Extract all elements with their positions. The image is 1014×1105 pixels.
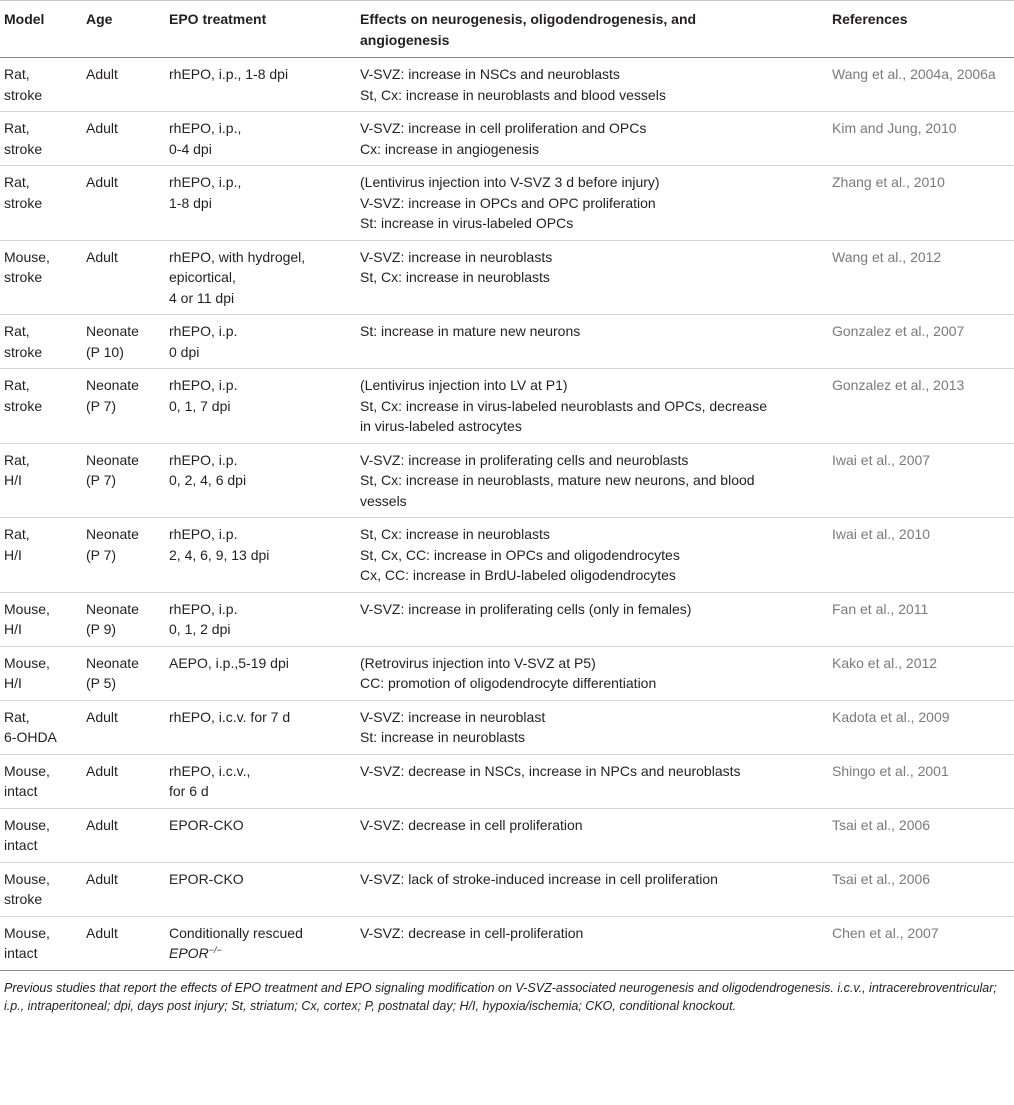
cell-age-line: (P 7): [86, 397, 117, 414]
cell-model-line: intact: [4, 945, 38, 961]
cell-model-line: stroke: [4, 397, 43, 414]
cell-treatment-line: 0, 2, 4, 6 dpi: [169, 472, 247, 488]
cell-treatment-line: 0, 1, 7 dpi: [169, 397, 231, 414]
cell-treatment: [169, 646, 360, 700]
cell-age: [86, 315, 169, 369]
cell-reference: Tsai et al., 2006: [832, 862, 1014, 916]
cell-age: [86, 166, 169, 241]
cell-treatment-line: 2, 4, 6, 9, 13 dpi: [169, 546, 270, 563]
cell-model-line: stroke: [4, 891, 43, 907]
table-header: [0, 1, 1014, 58]
cell-age: [86, 240, 169, 315]
cell-model: [0, 518, 86, 593]
cell-model-line: Mouse,: [4, 870, 50, 887]
cell-model: [0, 916, 86, 970]
cell-model-line: Mouse,: [4, 600, 50, 617]
cell-model-line: Mouse,: [4, 924, 50, 941]
cell-model-line: Rat,: [4, 66, 30, 82]
cell-treatment: [169, 58, 360, 112]
cell-age-line: (P 5): [86, 675, 117, 691]
cell-treatment-line: for 6 d: [169, 783, 209, 799]
cell-effects-line: St, Cx: increase in neuroblasts, mature new neurons, and blood: [360, 472, 755, 488]
cell-effects: [360, 754, 832, 808]
cell-age-line: Adult: [86, 174, 118, 190]
cell-age-line: Neonate: [86, 377, 139, 393]
table-row: [0, 112, 1014, 166]
header-model: Model: [0, 1, 86, 58]
cell-treatment: [169, 754, 360, 808]
table-row: [0, 646, 1014, 700]
cell-treatment-line: rhEPO, i.p.: [169, 600, 238, 617]
cell-treatment-line: rhEPO, i.c.v.,: [169, 762, 251, 779]
cell-age: [86, 369, 169, 444]
cell-reference: Zhang et al., 2010: [832, 166, 1014, 241]
cell-treatment: [169, 592, 360, 646]
cell-treatment-line: rhEPO, i.p.,: [169, 120, 242, 136]
cell-treatment-line: 0, 1, 2 dpi: [169, 621, 231, 637]
cell-model: [0, 808, 86, 862]
cell-effects-line: CC: promotion of oligodendrocyte differentiation: [360, 675, 657, 691]
table-row: [0, 443, 1014, 518]
cell-model-line: Mouse,: [4, 248, 50, 265]
cell-treatment: [169, 862, 360, 916]
cell-age-line: Adult: [86, 120, 118, 136]
cell-model-line: Rat,: [4, 120, 30, 136]
cell-treatment: [169, 369, 360, 444]
cell-treatment-line: rhEPO, i.p.: [169, 451, 238, 468]
cell-model-line: H/I: [4, 621, 22, 637]
cell-effects-line: (Lentivirus injection into V-SVZ 3 d before injury): [360, 174, 660, 190]
cell-age: [86, 700, 169, 754]
cell-age: [86, 862, 169, 916]
cell-treatment-line: rhEPO, with hydrogel,: [169, 248, 306, 265]
cell-reference: Gonzalez et al., 2013: [832, 369, 1014, 444]
cell-model: [0, 112, 86, 166]
cell-age-line: Neonate: [86, 451, 139, 468]
cell-reference: Gonzalez et al., 2007: [832, 315, 1014, 369]
cell-model-line: 6-OHDA: [4, 729, 57, 745]
cell-age-line: Neonate: [86, 654, 139, 671]
cell-effects-line: St, Cx: increase in neuroblasts: [360, 526, 550, 542]
table-row: [0, 166, 1014, 241]
table-row: [0, 862, 1014, 916]
cell-age: [86, 754, 169, 808]
cell-treatment: [169, 315, 360, 369]
cell-reference: Kim and Jung, 2010: [832, 112, 1014, 166]
cell-age-line: Neonate: [86, 323, 139, 339]
cell-treatment-line: AEPO, i.p.,5-19 dpi: [169, 654, 289, 671]
cell-effects-line: St, Cx: increase in neuroblasts: [360, 269, 550, 285]
cell-age-line: Adult: [86, 816, 118, 833]
cell-model: [0, 862, 86, 916]
cell-treatment-line: 4 or 11 dpi: [169, 289, 235, 306]
cell-model: [0, 166, 86, 241]
cell-age-line: Adult: [86, 66, 118, 82]
cell-effects-line: St: increase in neuroblasts: [360, 729, 525, 745]
cell-effects: [360, 862, 832, 916]
cell-effects-line: Cx: increase in angiogenesis: [360, 140, 539, 157]
cell-effects: [360, 443, 832, 518]
cell-reference: Iwai et al., 2007: [832, 443, 1014, 518]
cell-effects: [360, 916, 832, 970]
table-row: [0, 58, 1014, 112]
cell-treatment: [169, 916, 360, 970]
cell-age: [86, 518, 169, 593]
cell-model-line: stroke: [4, 269, 43, 285]
cell-age-line: (P 10): [86, 343, 124, 360]
cell-reference: Wang et al., 2012: [832, 240, 1014, 315]
cell-effects-line: St, Cx: increase in neuroblasts and blood vessels: [360, 86, 666, 103]
cell-effects-line: V-SVZ: increase in proliferating cells and neuroblasts: [360, 451, 689, 468]
cell-model-line: Rat,: [4, 451, 30, 468]
cell-effects-line: vessels: [360, 492, 407, 509]
cell-age-line: (P 9): [86, 621, 117, 637]
cell-model-line: Rat,: [4, 323, 30, 339]
cell-reference: Shingo et al., 2001: [832, 754, 1014, 808]
cell-treatment-line: rhEPO, i.p., 1-8 dpi: [169, 66, 289, 82]
cell-model-line: Rat,: [4, 174, 30, 190]
cell-treatment-line: epicortical,: [169, 269, 236, 285]
cell-treatment: [169, 700, 360, 754]
cell-effects: [360, 112, 832, 166]
cell-age: [86, 592, 169, 646]
cell-effects: [360, 646, 832, 700]
cell-effects-line: V-SVZ: increase in neuroblasts: [360, 248, 553, 265]
cell-treatment-line: EPOR-CKO: [169, 870, 244, 887]
cell-age-line: Adult: [86, 248, 118, 265]
cell-age: [86, 112, 169, 166]
table-row: [0, 518, 1014, 593]
cell-model-line: Mouse,: [4, 762, 50, 779]
table-row: [0, 315, 1014, 369]
cell-effects-line: (Lentivirus injection into LV at P1): [360, 377, 568, 393]
cell-effects-line: St: increase in mature new neurons: [360, 323, 581, 339]
cell-model-line: H/I: [4, 472, 22, 488]
cell-model-line: Mouse,: [4, 816, 50, 833]
cell-effects-line: V-SVZ: decrease in NSCs, increase in NPCs and neuroblasts: [360, 762, 741, 779]
cell-treatment: [169, 443, 360, 518]
cell-model-line: intact: [4, 837, 38, 853]
cell-model-line: stroke: [4, 194, 43, 211]
cell-effects: [360, 518, 832, 593]
cell-effects-line: V-SVZ: decrease in cell-proliferation: [360, 924, 584, 941]
cell-effects: [360, 166, 832, 241]
table-row: [0, 240, 1014, 315]
cell-model-line: Mouse,: [4, 654, 50, 671]
cell-treatment-line: rhEPO, i.c.v. for 7 d: [169, 708, 291, 725]
cell-age: [86, 808, 169, 862]
cell-effects-line: St, Cx, CC: increase in OPCs and oligodendrocytes: [360, 546, 680, 563]
cell-reference: Tsai et al., 2006: [832, 808, 1014, 862]
cell-model: [0, 754, 86, 808]
cell-effects-line: V-SVZ: increase in cell proliferation and OPCs: [360, 120, 647, 136]
cell-age-line: Adult: [86, 708, 118, 725]
cell-model-line: stroke: [4, 140, 43, 157]
cell-treatment-line: Conditionally rescued: [169, 924, 303, 941]
table-row: [0, 916, 1014, 970]
header-age: Age: [86, 1, 169, 58]
cell-model-line: Rat,: [4, 377, 30, 393]
cell-effects-line: V-SVZ: decrease in cell proliferation: [360, 816, 583, 833]
cell-treatment-line: rhEPO, i.p.: [169, 377, 238, 393]
cell-model-line: H/I: [4, 546, 22, 563]
cell-treatment: [169, 112, 360, 166]
header-references: References: [832, 1, 1014, 58]
cell-effects-line: in virus-labeled astrocytes: [360, 418, 522, 434]
table-row: [0, 754, 1014, 808]
cell-age: [86, 646, 169, 700]
cell-model-line: stroke: [4, 343, 43, 360]
cell-effects: [360, 700, 832, 754]
header-treatment: EPO treatment: [169, 1, 360, 58]
cell-effects-line: V-SVZ: increase in NSCs and neuroblasts: [360, 66, 620, 82]
cell-treatment-line: 0-4 dpi: [169, 140, 212, 157]
cell-treatment: [169, 808, 360, 862]
cell-effects-line: V-SVZ: increase in neuroblast: [360, 708, 546, 725]
cell-age-line: Neonate: [86, 600, 139, 617]
cell-treatment-line: 0 dpi: [169, 343, 200, 360]
cell-effects-line: St, Cx: increase in virus-labeled neuroblasts and OPCs, decrease: [360, 397, 767, 414]
cell-reference: Iwai et al., 2010: [832, 518, 1014, 593]
table-body: [0, 58, 1014, 971]
cell-effects-line: Cx, CC: increase in BrdU-labeled oligodendrocytes: [360, 567, 676, 583]
cell-model: [0, 700, 86, 754]
cell-treatment-line: rhEPO, i.p.: [169, 526, 238, 542]
table-row: [0, 700, 1014, 754]
cell-age-line: (P 7): [86, 546, 117, 563]
cell-treatment: [169, 166, 360, 241]
table-footnote: Previous studies that report the effects of EPO treatment and EPO signaling modification on V-SVZ-associated neurogenesis and oligodendrogenesis. i.c.v., intracerebroventricular; i.p., intraperitoneal; dpi, days post injury; St, striatum; Cx, cortex; P, postnatal day; H/I, hypoxia/ischemia; CKO, conditional knockout.: [0, 970, 1014, 1015]
cell-model-line: H/I: [4, 675, 22, 691]
cell-reference: Chen et al., 2007: [832, 916, 1014, 970]
cell-reference: Fan et al., 2011: [832, 592, 1014, 646]
cell-model-line: Rat,: [4, 526, 30, 542]
cell-age-line: Adult: [86, 762, 118, 779]
cell-effects: [360, 58, 832, 112]
cell-model-line: stroke: [4, 86, 43, 103]
cell-effects: [360, 369, 832, 444]
cell-treatment-line: EPOR-CKO: [169, 816, 244, 833]
cell-age-line: Adult: [86, 870, 118, 887]
cell-effects: [360, 315, 832, 369]
cell-reference: Wang et al., 2004a, 2006a: [832, 58, 1014, 112]
cell-reference: Kako et al., 2012: [832, 646, 1014, 700]
cell-treatment-line: rhEPO, i.p.: [169, 323, 238, 339]
cell-age: [86, 443, 169, 518]
cell-model: [0, 443, 86, 518]
table-row: [0, 592, 1014, 646]
cell-treatment: [169, 240, 360, 315]
table-row: [0, 808, 1014, 862]
cell-model: [0, 58, 86, 112]
cell-treatment: [169, 518, 360, 593]
cell-effects: [360, 240, 832, 315]
cell-treatment-line: rhEPO, i.p.,: [169, 174, 242, 190]
cell-model: [0, 315, 86, 369]
cell-model: [0, 369, 86, 444]
cell-age: [86, 58, 169, 112]
cell-age: [86, 916, 169, 970]
cell-effects-line: St: increase in virus-labeled OPCs: [360, 215, 574, 231]
cell-model: [0, 646, 86, 700]
cell-effects: [360, 592, 832, 646]
cell-treatment-line: EPOR−/−: [169, 945, 222, 961]
cell-age-line: Adult: [86, 924, 118, 941]
cell-reference: Kadota et al., 2009: [832, 700, 1014, 754]
header-effects: Effects on neurogenesis, oligodendrogenesis, and angiogenesis: [360, 1, 832, 58]
cell-effects: [360, 808, 832, 862]
cell-effects-line: (Retrovirus injection into V-SVZ at P5): [360, 654, 596, 671]
cell-age-line: (P 7): [86, 472, 117, 488]
cell-model-line: Rat,: [4, 708, 30, 725]
cell-model: [0, 240, 86, 315]
table-row: [0, 369, 1014, 444]
cell-treatment-line: 1-8 dpi: [169, 194, 212, 211]
cell-model: [0, 592, 86, 646]
cell-age-line: Neonate: [86, 526, 139, 542]
cell-effects-line: V-SVZ: increase in proliferating cells (only in females): [360, 600, 692, 617]
cell-effects-line: V-SVZ: increase in OPCs and OPC proliferation: [360, 194, 656, 211]
cell-effects-line: V-SVZ: lack of stroke-induced increase in cell proliferation: [360, 870, 718, 887]
cell-model-line: intact: [4, 783, 38, 799]
